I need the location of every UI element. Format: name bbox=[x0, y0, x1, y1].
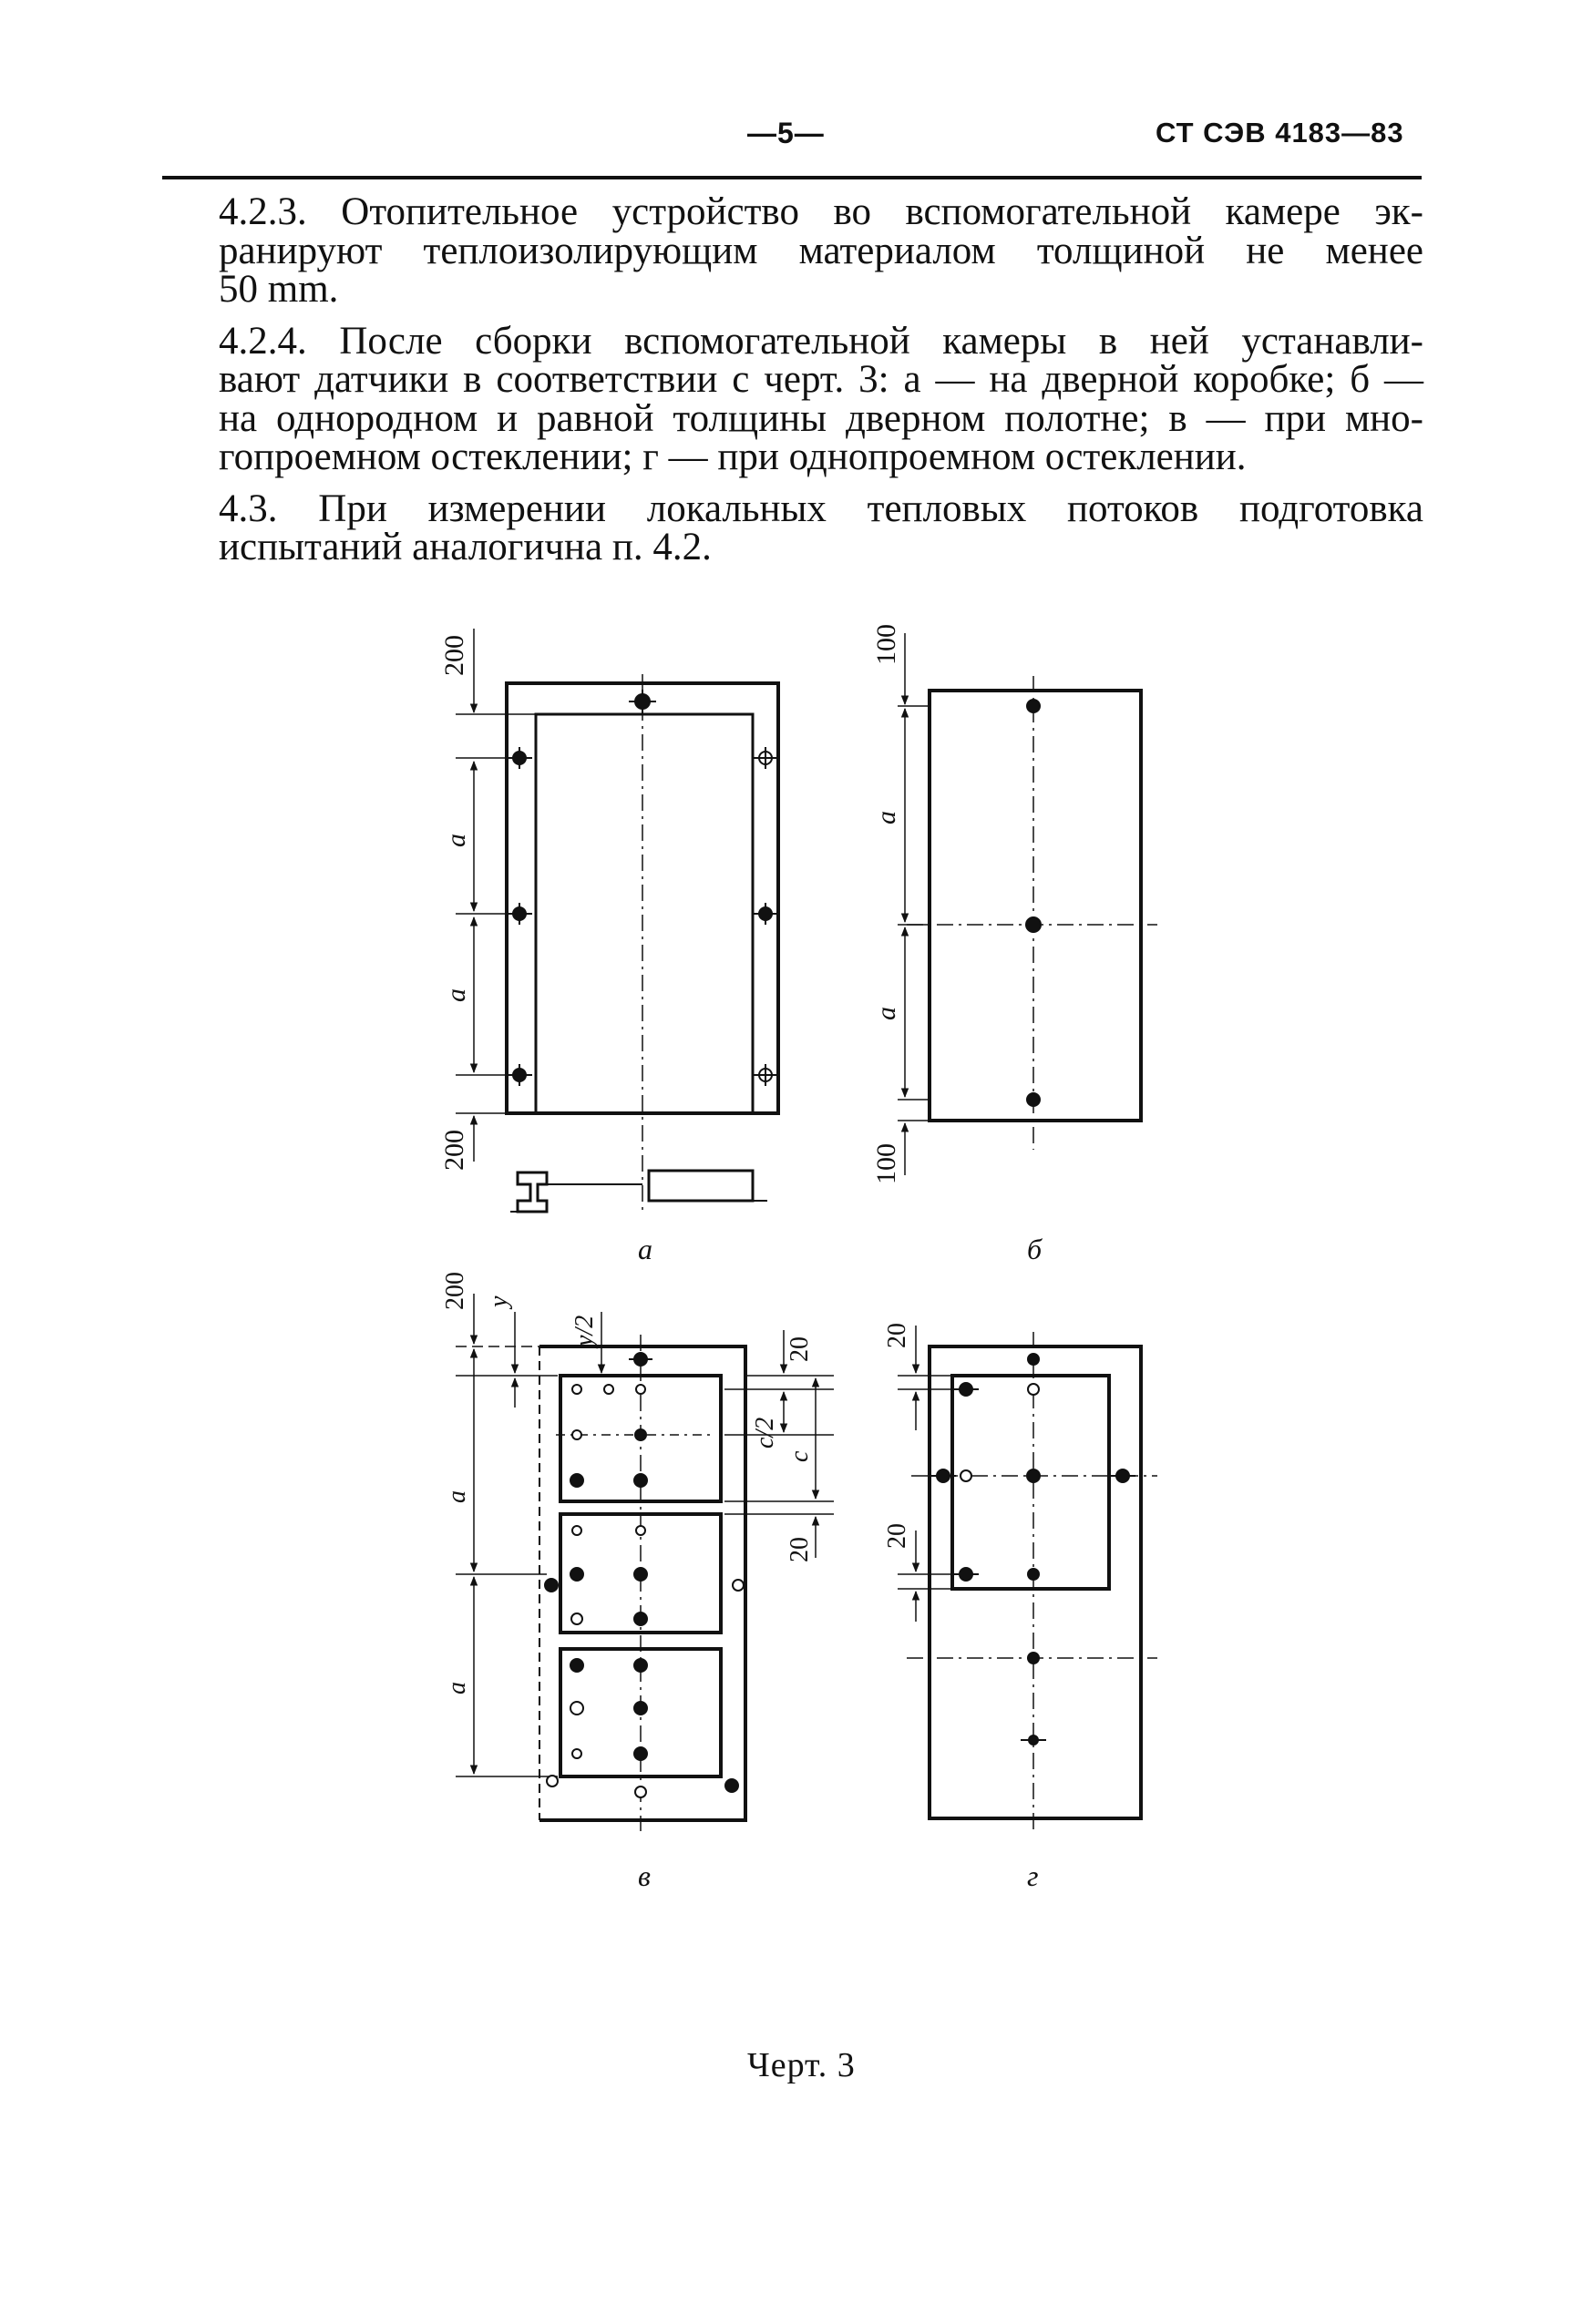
dim-y-half: у/2 bbox=[570, 1315, 599, 1346]
text-line: 4.3. При измерении локальных тепловых потоков подготовка bbox=[219, 486, 1423, 530]
dim-100-top: 100 bbox=[871, 624, 901, 665]
dim-20-bottom: 20 bbox=[786, 1537, 814, 1562]
dim-c: с bbox=[786, 1450, 814, 1462]
panel-a-label: а bbox=[638, 1233, 652, 1265]
text-line: ранируют теплоизолирующим материалом толщиной не менее bbox=[219, 229, 1423, 272]
standard-code: СТ СЭВ 4183—83 bbox=[1156, 117, 1404, 148]
dim-y: у bbox=[485, 1295, 513, 1307]
dim-200-bottom: 200 bbox=[439, 1130, 469, 1171]
panel-b-door-leaf bbox=[898, 633, 1157, 1175]
dim-200: 200 bbox=[441, 1272, 469, 1310]
panel-b-labels bbox=[871, 624, 1043, 1265]
panel-v-label: в bbox=[638, 1859, 651, 1892]
figure-caption: Черт. 3 bbox=[747, 2046, 856, 2084]
text-line: на однородном и равной толщины дверном полотне; в — при мно- bbox=[219, 396, 1423, 440]
panel-g-labels bbox=[883, 1323, 1038, 1892]
dim-a-2: а bbox=[443, 1682, 471, 1694]
dim-a-1: а bbox=[871, 811, 901, 824]
text-line: 4.2.4. После сборки вспомогательной камеры в ней устанавли- bbox=[219, 319, 1423, 363]
text-line: 50 mm. bbox=[219, 268, 339, 311]
dim-a-1: а bbox=[441, 834, 471, 847]
panel-v-sensors bbox=[545, 1353, 744, 1797]
panel-a-door-frame bbox=[456, 629, 778, 1212]
dim-c-half: с/2 bbox=[751, 1417, 779, 1449]
dim-a-2: а bbox=[871, 1007, 901, 1020]
page-number: —5— bbox=[747, 117, 825, 149]
panel-v-labels bbox=[441, 1272, 814, 1892]
dim-20-top: 20 bbox=[786, 1336, 814, 1362]
text-line: гопроемном остеклении; г — при однопроемном остеклении. bbox=[219, 435, 1247, 478]
dim-a-1: а bbox=[443, 1490, 471, 1503]
text-line: 4.2.3. Отопительное устройство во вспомогательной камере эк- bbox=[219, 190, 1423, 233]
panel-g-single-glazing bbox=[898, 1326, 1157, 1831]
text-line: испытаний аналогична п. 4.2. bbox=[219, 526, 712, 568]
dim-20-bottom: 20 bbox=[883, 1523, 911, 1549]
dim-100-bottom: 100 bbox=[871, 1143, 901, 1184]
panel-b-label: б bbox=[1027, 1233, 1043, 1265]
dim-200-top: 200 bbox=[439, 635, 469, 676]
dim-a-2: а bbox=[441, 988, 471, 1002]
panel-a-labels bbox=[439, 635, 652, 1265]
panel-g-label: г bbox=[1027, 1859, 1039, 1892]
dim-20-top: 20 bbox=[883, 1323, 911, 1348]
text-line: вают датчики в соответствии с черт. 3: а — на дверной коробке; б — bbox=[219, 358, 1423, 401]
